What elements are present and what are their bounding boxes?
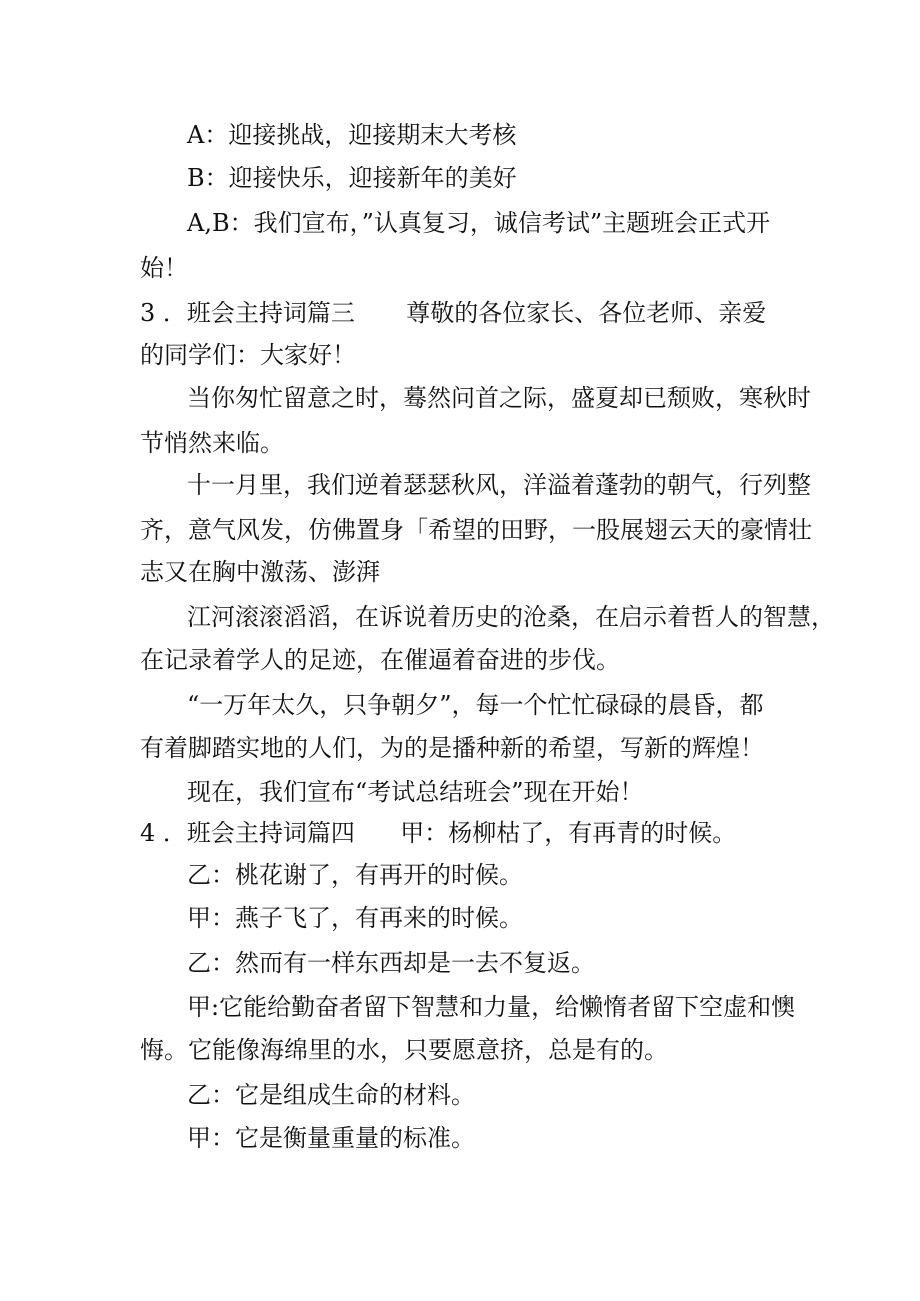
paragraph-line: 的同学们：大家好！ xyxy=(140,341,356,369)
paragraph-line: 十一月里，我们逆着瑟瑟秋风，洋溢着蓬勃的朝气，行列整 xyxy=(187,471,811,499)
paragraph-line: 志又在胸中激荡、澎湃 xyxy=(140,558,380,586)
section-text: 尊敬的各位家长、各位老师、亲爱 xyxy=(406,299,767,327)
paragraph-line: “一万年太久，只争朝夕”，每一个忙忙碌碌的晨昏，都 xyxy=(187,691,764,719)
paragraph-line: 节悄然来临。 xyxy=(140,429,284,457)
paragraph-line: 甲:它能给勤奋者留下智慧和力量，给懒惰者留下空虚和懊 xyxy=(187,993,796,1021)
paragraph-line: 现在，我们宣布“考试总结班会”现在开始！ xyxy=(187,778,644,806)
section-title: ．班会主持词篇四 xyxy=(162,819,355,847)
paragraph-line: 在记录着学人的足迹，在催逼着奋进的步伐。 xyxy=(140,646,620,674)
paragraph-line: 有着脚踏实地的人们，为的是播种新的希望，写新的辉煌！ xyxy=(140,734,764,762)
paragraph-line: 始！ xyxy=(140,254,188,282)
section-heading-4 xyxy=(140,818,736,848)
paragraph-line: A：迎接挑战，迎接期末大考核 xyxy=(187,121,517,149)
section-text: 甲：杨柳枯了，有再青的时候。 xyxy=(400,819,737,847)
paragraph-line: A,B：我们宣布，”认真复习，诚信考试”主题班会正式开 xyxy=(187,209,771,237)
section-number: 4 xyxy=(140,819,156,847)
paragraph-line: 甲：它是衡量重量的标准。 xyxy=(187,1124,475,1152)
section-title: ．班会主持词篇三 xyxy=(162,299,355,327)
section-number: 3 xyxy=(140,299,156,327)
paragraph-line: 乙：然而有一样东西却是一去不复返。 xyxy=(187,949,595,977)
paragraph-line: 甲：燕子飞了，有再来的时候。 xyxy=(187,904,523,932)
paragraph-line: 悔。它能像海绵里的水，只要愿意挤，总是有的。 xyxy=(140,1036,668,1064)
paragraph-line: 江河滚滚滔滔，在诉说着历史的沧桑，在启示着哲人的智慧， xyxy=(187,603,835,631)
paragraph-line: 齐，意气风发，仿佛置身「希望的田野，一股展翅云天的豪情壮 xyxy=(140,516,812,544)
section-heading-3 xyxy=(140,298,766,328)
paragraph-line: 当你匆忙留意之时，蓦然问首之际，盛夏却已颓败，寒秋时 xyxy=(187,384,811,412)
paragraph-line: 乙：桃花谢了，有再开的时候。 xyxy=(187,861,523,889)
paragraph-line: B：迎接快乐，迎接新年的美好 xyxy=(187,164,517,192)
paragraph-line: 乙：它是组成生命的材料。 xyxy=(187,1081,475,1109)
